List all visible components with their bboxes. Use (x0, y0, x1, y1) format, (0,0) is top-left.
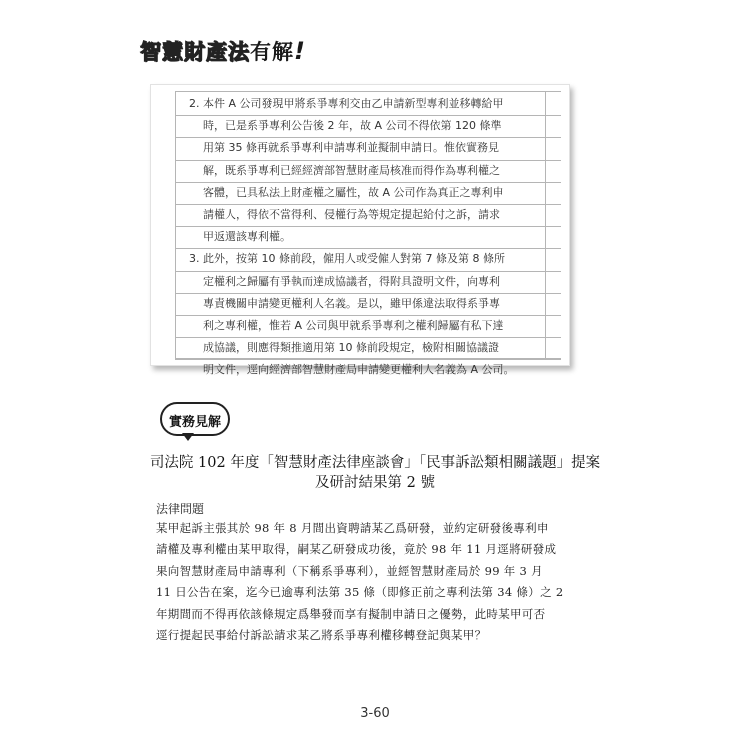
header-title-outline: 智慧財產法 (140, 40, 250, 64)
box-top-rule (175, 91, 561, 92)
question-line: 果向智慧財產局申請專利（下稱系爭專利），並經智慧財產局於 99 年 3 月 (156, 563, 543, 578)
answer-line: 解，既系爭專利已經經濟部智慧財產局核准而得作為專利權之 (203, 163, 500, 177)
answer-line: 定權利之歸屬有爭執而達成協議者，得附具證明文件，向專利 (203, 274, 500, 288)
book-header-title (140, 36, 306, 66)
answer-line: 客體，已具私法上財產權之屬性，故 A 公司作為真正之專利申 (203, 185, 504, 199)
section-title-line-1: 司法院 102 年度「智慧財產法律座談會」「民事訴訟類相關議題」提案 (149, 455, 601, 471)
page-number: 3-60 (360, 706, 390, 721)
section-title-line-2: 及研討結果第 2 號 (315, 475, 435, 491)
badge-label: 實務見解 (168, 415, 221, 430)
answer-text (189, 93, 529, 382)
box-left-rule (175, 91, 176, 359)
question-line: 11 日公告在案，迄今已逾專利法第 35 條（即修正前之專利法第 34 條）之 2 (156, 585, 564, 600)
box-right-rule (545, 91, 546, 359)
badge-tail (182, 433, 194, 441)
answer-line: 甲返還該專利權。 (203, 230, 291, 244)
header-title-mark: ! (294, 37, 306, 65)
answer-box (150, 84, 570, 377)
answer-line: 專責機關申請變更權利人名義。是以，雖甲係違法取得系爭專 (203, 296, 500, 310)
answer-paragraph-2 (189, 93, 529, 248)
answer-paragraph-3 (189, 248, 529, 381)
question-line: 年期間而不得再依該條規定爲舉發而享有擬制申請日之優勢，此時某甲可否 (156, 606, 546, 621)
legal-question-body (156, 518, 596, 646)
question-line: 某甲起訴主張其於 98 年 8 月間出資聘請某乙爲研發，並約定研發後專利申 (156, 521, 549, 535)
answer-line: 3. 此外，按第 10 條前段，僱用人或受僱人對第 7 條及第 8 條所 (189, 252, 505, 266)
answer-line: 成協議，則應得類推適用第 10 條前段規定，檢附相關協議證 (203, 341, 499, 355)
answer-line: 2. 本件 A 公司發現甲將系爭專利交由乙申請新型專利並移轉給甲 (189, 97, 504, 110)
question-line: 逕行提起民事給付訴訟請求某乙將系爭專利權移轉登記與某甲？ (156, 628, 487, 643)
header-title-solid: 有解 (250, 40, 294, 64)
legal-question-label: 法律問題 (156, 502, 205, 516)
answer-line: 利之專利權，惟若 A 公司與甲就系爭專利之權利歸屬有私下達 (203, 319, 504, 333)
answer-line: 請權人，得依不當得利、侵權行為等規定提起給付之訴，請求 (203, 208, 500, 222)
answer-line: 用第 35 條再就系爭專利申請專利並擬制申請日。惟依實務見 (203, 141, 499, 155)
answer-line: 明文件，逕向經濟部智慧財產局申請變更權利人名義為 A 公司。 (203, 363, 515, 377)
practice-opinion-badge (160, 402, 230, 436)
answer-line: 時，已是系爭專利公告後 2 年，故 A 公司不得依第 120 條準 (203, 119, 502, 133)
question-line: 請權及專利權由某甲取得，嗣某乙研發成功後，竟於 98 年 11 月逕將研發成 (156, 542, 557, 557)
